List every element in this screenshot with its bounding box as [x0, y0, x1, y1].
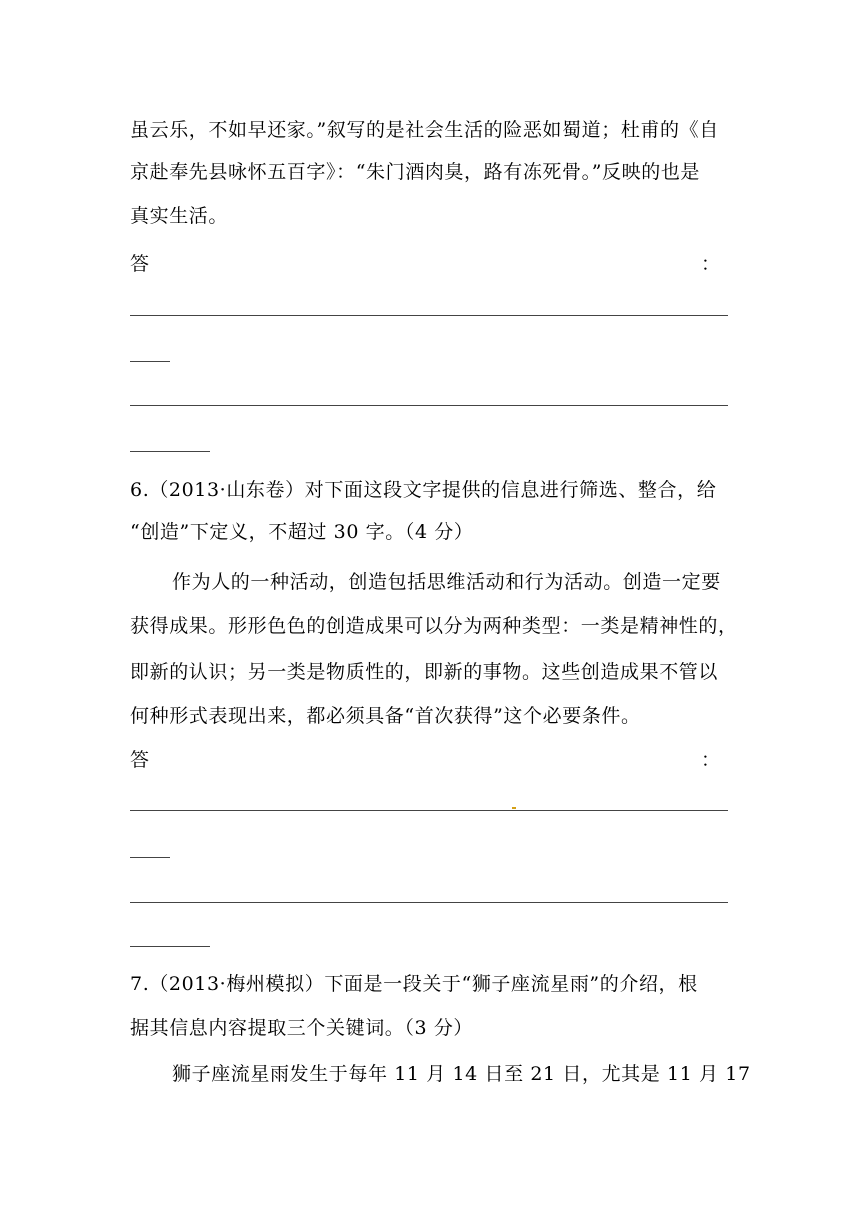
- answer-line[interactable]: [130, 451, 210, 452]
- answer-label-text: 答: [130, 749, 150, 771]
- passage-line: 获得成果。形形色色的创造成果可以分为两种类型：一类是精神性的，: [130, 615, 738, 637]
- text-line: 虽云乐，不如早还家。”叙写的是社会生活的险恶如蜀道；杜甫的《自: [130, 119, 719, 141]
- answer-label: [130, 748, 730, 772]
- question-6-line: 6.（2013·山东卷）对下面这段文字提供的信息进行筛选、整合，给: [130, 479, 717, 501]
- passage-line: 狮子座流星雨发生于每年 11 月 14 日至 21 日，尤其是 11 月 17: [172, 1063, 751, 1085]
- answer-line[interactable]: [130, 810, 728, 811]
- mark-dot: [512, 807, 516, 809]
- question-6-line: “创造”下定义，不超过 30 字。（4 分）: [130, 521, 474, 543]
- passage-line: 何种形式表现出来，都必须具备“首次获得”这个必要条件。: [130, 705, 641, 727]
- passage-line: 即新的认识；另一类是物质性的，即新的事物。这些创造成果不管以: [130, 661, 719, 683]
- answer-colon: ：: [700, 253, 720, 275]
- question-7-line: 据其信息内容提取三个关键词。（3 分）: [130, 1017, 474, 1039]
- answer-line[interactable]: [130, 405, 728, 406]
- answer-line[interactable]: [130, 361, 170, 362]
- text-line: 真实生活。: [130, 205, 229, 227]
- answer-label: [130, 252, 730, 276]
- answer-line[interactable]: [130, 315, 728, 316]
- answer-line[interactable]: [130, 902, 728, 903]
- answer-line[interactable]: [130, 857, 170, 858]
- answer-colon: ：: [700, 749, 720, 771]
- answer-label-text: 答: [130, 253, 150, 275]
- text-line: 京赴奉先县咏怀五百字》：“朱门酒肉臭，路有冻死骨。”反映的也是: [130, 161, 701, 183]
- passage-line: 作为人的一种活动，创造包括思维活动和行为活动。创造一定要: [172, 571, 721, 593]
- question-7-line: 7.（2013·梅州模拟）下面是一段关于“狮子座流星雨”的介绍，根: [130, 973, 698, 995]
- answer-line[interactable]: [130, 946, 210, 947]
